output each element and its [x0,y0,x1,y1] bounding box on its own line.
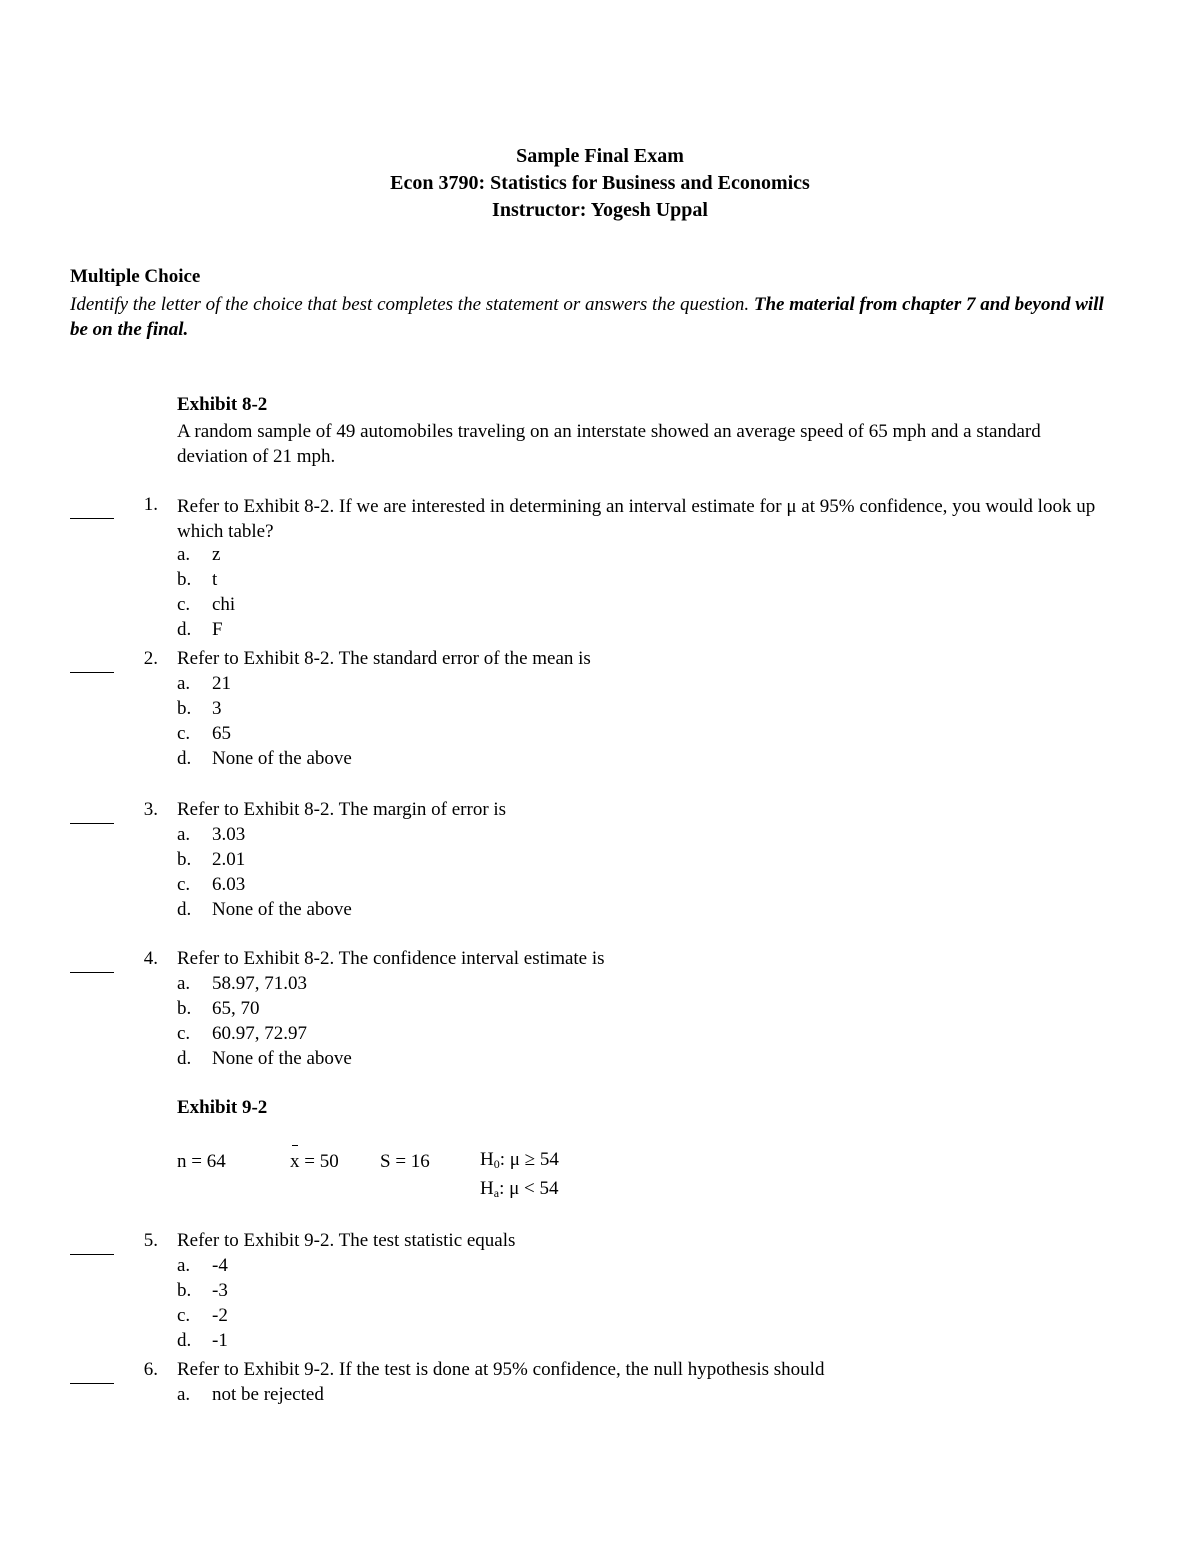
section-instructions [70,292,1120,342]
question-number: 4. [143,948,158,969]
question-number: 6. [143,1359,158,1380]
choice-letter: c. [177,874,191,895]
answer-blank[interactable] [70,657,114,679]
instructions-bold: The material from chapter 7 and beyond will be on the final. [70,294,1104,340]
question-text: Refer to Exhibit 9-2. If the test is done at 95% confidence, the null hypothesis should [177,1359,825,1380]
choice-letter: d. [177,1330,192,1351]
choice-text: z [212,544,221,565]
question-number: 5. [143,1230,158,1251]
choice-text: None of the above [212,1048,352,1069]
choice-letter: b. [177,1280,192,1301]
question-number: 2. [143,648,158,669]
choice-letter: d. [177,619,192,640]
choice-text: not be rejected [212,1384,324,1405]
instructions-italic: Identify the letter of the choice that best completes the statement or answers the question. [70,294,750,315]
choice-text: 2.01 [212,849,246,870]
choice-text: 3.03 [212,824,246,845]
choice-text: 65, 70 [212,998,260,1019]
choice-letter: a. [177,824,191,845]
question-text: Refer to Exhibit 8-2. The confidence interval estimate is [177,948,605,969]
choice-text: 60.97, 72.97 [212,1023,307,1044]
question-number: 3. [143,799,158,820]
answer-blank[interactable] [70,503,114,525]
instructor-line: Instructor: Yogesh Uppal [492,199,708,221]
choice-letter: c. [177,1023,191,1044]
choice-letter: a. [177,1384,191,1405]
choice-letter: a. [177,1255,191,1276]
question-number: 1. [143,494,158,515]
question-text: Refer to Exhibit 8-2. The standard error of the mean is [177,648,591,669]
choice-letter: d. [177,748,192,769]
section-title: Multiple Choice [70,266,201,287]
question-text: Refer to Exhibit 8-2. If we are interested in determining an interval estimate for μ at 95% confidence, you would look up which table? [177,496,1096,542]
choice-text: 3 [212,698,222,719]
choice-letter: b. [177,569,192,590]
choice-letter: c. [177,1305,191,1326]
choice-text: -2 [212,1305,228,1326]
exhibit-9-2-title: Exhibit 9-2 [177,1097,268,1118]
exhibit-9-2-xbar [290,1151,339,1173]
choice-text: 65 [212,723,231,744]
choice-letter: b. [177,998,192,1019]
choice-letter: a. [177,544,191,565]
answer-blank[interactable] [70,808,114,830]
choice-text: F [212,619,223,640]
choice-letter: c. [177,594,191,615]
choice-text: -3 [212,1280,228,1301]
question-text: Refer to Exhibit 8-2. The margin of error is [177,799,507,820]
choice-letter: c. [177,723,191,744]
answer-blank[interactable] [70,1368,114,1390]
choice-letter: b. [177,849,192,870]
answer-blank[interactable] [70,1239,114,1261]
alternative-hypothesis: $H_a$: μ < 54 [480,1178,559,1200]
choice-letter: b. [177,698,192,719]
null-hypothesis: $H_0$: μ ≥ 54 [480,1149,559,1171]
choice-text: 21 [212,673,231,694]
choice-text: 58.97, 71.03 [212,973,307,994]
choice-letter: a. [177,673,191,694]
answer-blank[interactable] [70,957,114,979]
exam-title: Sample Final Exam [516,145,684,167]
choice-text: -1 [212,1330,228,1351]
exhibit-8-2-text: A random sample of 49 automobiles traveling on an interstate showed an average speed of 65 mph and a standard deviation of 21 mph. [177,421,1041,467]
exam-header [0,143,1200,224]
exhibit-9-2-s: S = 16 [380,1151,430,1172]
choice-text: -4 [212,1255,228,1276]
xbar-symbol: x [290,1151,300,1172]
choice-text: chi [212,594,236,615]
xbar-value: = 50 [299,1151,339,1172]
course-title: Econ 3790: Statistics for Business and Economics [390,172,810,194]
question-text: Refer to Exhibit 9-2. The test statistic equals [177,1230,516,1251]
choice-text: 6.03 [212,874,246,895]
choice-letter: d. [177,1048,192,1069]
choice-letter: a. [177,973,191,994]
choice-letter: d. [177,899,192,920]
choice-text: None of the above [212,899,352,920]
exhibit-9-2-n: n = 64 [177,1151,226,1172]
choice-text: None of the above [212,748,352,769]
choice-text: t [212,569,218,590]
exhibit-8-2-title: Exhibit 8-2 [177,394,268,415]
